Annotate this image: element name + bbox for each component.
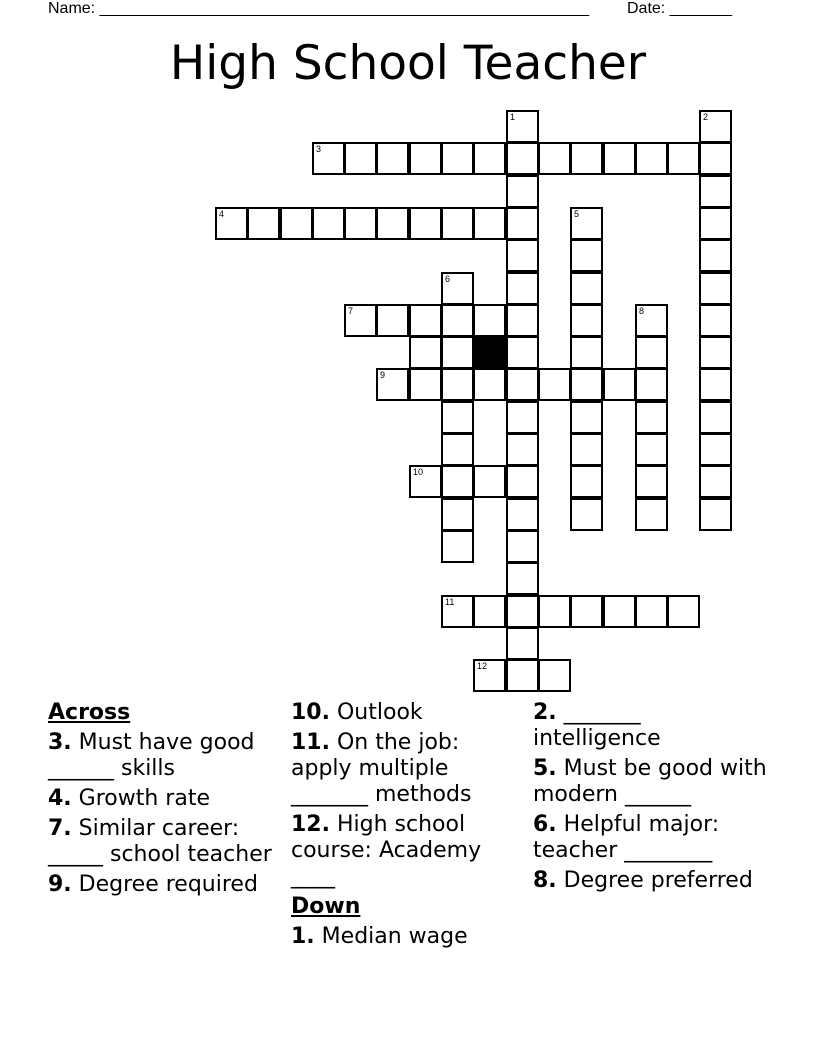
across-heading: Across xyxy=(48,700,131,725)
clue-number: 12. xyxy=(291,812,330,837)
crossword-cell[interactable] xyxy=(506,110,539,143)
crossword-cell[interactable] xyxy=(603,142,636,175)
crossword-cell[interactable] xyxy=(312,142,345,175)
crossword-cell[interactable] xyxy=(570,433,603,466)
crossword-cell[interactable] xyxy=(376,142,409,175)
crossword-cell[interactable] xyxy=(473,595,506,628)
clue-across-11 xyxy=(291,730,516,808)
down-heading: Down xyxy=(291,894,361,919)
crossword-cell[interactable] xyxy=(603,368,636,401)
crossword-cell[interactable] xyxy=(506,336,539,369)
crossword-cell[interactable] xyxy=(570,207,603,240)
clue-text: Similar career: _____ school teacher xyxy=(48,816,272,867)
crossword-cell[interactable] xyxy=(376,368,409,401)
crossword-cell[interactable] xyxy=(344,207,377,240)
cell-number: 1 xyxy=(510,112,516,122)
crossword-cell[interactable] xyxy=(506,401,539,434)
cell-number: 6 xyxy=(445,274,451,284)
crossword-cell[interactable] xyxy=(441,465,474,498)
crossword-cell[interactable] xyxy=(473,368,506,401)
clue-number: 7. xyxy=(48,816,72,841)
crossword-cell[interactable] xyxy=(699,336,732,369)
crossword-cell[interactable] xyxy=(247,207,280,240)
crossword-cell[interactable] xyxy=(635,336,668,369)
cell-number: 9 xyxy=(380,370,386,380)
crossword-cell[interactable] xyxy=(538,659,571,692)
crossword-cell[interactable] xyxy=(570,336,603,369)
clue-across-9 xyxy=(48,872,273,898)
crossword-cell[interactable] xyxy=(635,498,668,531)
crossword-cell[interactable] xyxy=(635,433,668,466)
crossword-cell[interactable] xyxy=(570,304,603,337)
clue-number: 9. xyxy=(48,872,72,897)
puzzle-title: High School Teacher xyxy=(169,36,647,91)
crossword-cell[interactable] xyxy=(506,627,539,660)
date-field[interactable]: Date: _______ xyxy=(627,0,732,17)
crossword-cell[interactable] xyxy=(667,595,700,628)
crossword-cell[interactable] xyxy=(538,142,571,175)
crossword-cell[interactable] xyxy=(376,304,409,337)
crossword-cell[interactable] xyxy=(699,110,732,143)
clue-text: Outlook xyxy=(336,700,423,725)
crossword-cell[interactable] xyxy=(635,401,668,434)
clue-text: Median wage xyxy=(321,924,468,949)
crossword-cell[interactable] xyxy=(441,368,474,401)
crossword-cell[interactable] xyxy=(699,142,732,175)
name-field[interactable]: Name: _______________________________________________________ xyxy=(48,0,589,17)
clue-text: On the job: apply multiple _______ methods xyxy=(291,730,472,807)
crossword-cell[interactable] xyxy=(506,272,539,305)
crossword-cell[interactable] xyxy=(441,498,474,531)
cell-number: 12 xyxy=(477,661,488,671)
crossword-cell[interactable] xyxy=(570,498,603,531)
crossword-cell[interactable] xyxy=(603,595,636,628)
cell-number: 5 xyxy=(574,209,580,219)
crossword-cell[interactable] xyxy=(473,304,506,337)
clue-text: Degree preferred xyxy=(563,868,753,893)
crossword-cell[interactable] xyxy=(409,207,442,240)
crossword-cell[interactable] xyxy=(635,465,668,498)
clue-text: Must be good with modern ______ xyxy=(533,756,767,807)
clue-number: 3. xyxy=(48,730,72,755)
crossword-cell[interactable] xyxy=(441,207,474,240)
crossword-cell[interactable] xyxy=(441,595,474,628)
cell-number: 11 xyxy=(445,597,455,607)
clue-number: 5. xyxy=(533,756,557,781)
crossword-cell[interactable] xyxy=(280,207,313,240)
crossword-cell[interactable] xyxy=(441,336,474,369)
clue-text: Must have good ______ skills xyxy=(48,730,255,781)
cell-number: 7 xyxy=(348,306,354,316)
cell-number: 10 xyxy=(413,467,424,477)
crossword-cell[interactable] xyxy=(570,272,603,305)
crossword-cell[interactable] xyxy=(473,142,506,175)
clue-text: High school course: Academy ____ xyxy=(291,812,482,889)
crossword-cell[interactable] xyxy=(699,304,732,337)
crossword-cell[interactable] xyxy=(506,465,539,498)
crossword-cell[interactable] xyxy=(635,304,668,337)
crossword-cell[interactable] xyxy=(570,595,603,628)
crossword-cell[interactable] xyxy=(376,207,409,240)
crossword-cell[interactable] xyxy=(570,465,603,498)
crossword-cell[interactable] xyxy=(312,207,345,240)
crossword-cell[interactable] xyxy=(441,433,474,466)
black-cell xyxy=(473,336,506,369)
crossword-cell[interactable] xyxy=(667,142,700,175)
clue-across-12 xyxy=(291,812,516,890)
clue-text: Degree required xyxy=(78,872,258,897)
crossword-cell[interactable] xyxy=(635,595,668,628)
clue-number: 10. xyxy=(291,700,330,725)
clue-number: 11. xyxy=(291,730,330,755)
crossword-cell[interactable] xyxy=(344,142,377,175)
cell-number: 8 xyxy=(639,306,645,316)
crossword-cell[interactable] xyxy=(506,175,539,208)
crossword-cell[interactable] xyxy=(473,207,506,240)
clue-text: Helpful major: teacher ________ xyxy=(533,812,720,863)
crossword-cell[interactable] xyxy=(570,142,603,175)
crossword-cell[interactable] xyxy=(570,239,603,272)
crossword-cell[interactable] xyxy=(473,465,506,498)
crossword-cell[interactable] xyxy=(409,465,442,498)
crossword-cell[interactable] xyxy=(699,272,732,305)
cell-number: 4 xyxy=(219,209,225,219)
clue-down-8 xyxy=(533,868,773,894)
crossword-cell[interactable] xyxy=(506,595,539,628)
crossword-cell[interactable] xyxy=(506,530,539,563)
crossword-cell[interactable] xyxy=(506,239,539,272)
crossword-cell[interactable] xyxy=(699,239,732,272)
clue-down-6 xyxy=(533,812,773,864)
crossword-cell[interactable] xyxy=(699,207,732,240)
clue-across-3 xyxy=(48,730,273,782)
crossword-cell[interactable] xyxy=(344,304,377,337)
crossword-cell[interactable] xyxy=(699,368,732,401)
crossword-cell[interactable] xyxy=(699,175,732,208)
crossword-cell[interactable] xyxy=(409,336,442,369)
crossword-cell[interactable] xyxy=(635,368,668,401)
clues-column-2 xyxy=(291,700,516,954)
crossword-cell[interactable] xyxy=(506,304,539,337)
crossword-cell[interactable] xyxy=(506,368,539,401)
crossword-cell[interactable] xyxy=(441,272,474,305)
crossword-cell[interactable] xyxy=(570,401,603,434)
clues-column-3 xyxy=(533,700,773,898)
crossword-cell[interactable] xyxy=(441,304,474,337)
crossword-cell[interactable] xyxy=(635,142,668,175)
clue-number: 6. xyxy=(533,812,557,837)
clues-column-1 xyxy=(48,700,273,902)
crossword-cell[interactable] xyxy=(699,401,732,434)
crossword-cell[interactable] xyxy=(538,595,571,628)
crossword-cell[interactable] xyxy=(215,207,248,240)
clue-number: 8. xyxy=(533,868,557,893)
crossword-cell[interactable] xyxy=(506,562,539,595)
clue-down-1 xyxy=(291,924,516,950)
crossword-cell[interactable] xyxy=(506,142,539,175)
crossword-cell[interactable] xyxy=(473,659,506,692)
cell-number: 2 xyxy=(703,112,709,122)
crossword-cell[interactable] xyxy=(409,142,442,175)
crossword-cell[interactable] xyxy=(506,659,539,692)
crossword-cell[interactable] xyxy=(441,401,474,434)
clue-number: 4. xyxy=(48,786,72,811)
crossword-cell[interactable] xyxy=(441,530,474,563)
cell-number: 3 xyxy=(316,144,322,154)
crossword-cell[interactable] xyxy=(409,304,442,337)
crossword-cell[interactable] xyxy=(506,207,539,240)
clue-across-10 xyxy=(291,700,516,726)
clue-number: 1. xyxy=(291,924,315,949)
crossword-cell[interactable] xyxy=(699,498,732,531)
crossword-cell[interactable] xyxy=(699,433,732,466)
clue-down-2 xyxy=(533,700,773,752)
clue-text: Growth rate xyxy=(78,786,210,811)
crossword-cell[interactable] xyxy=(506,498,539,531)
clue-number: 2. xyxy=(533,700,557,725)
clue-across-4 xyxy=(48,786,273,812)
crossword-cell[interactable] xyxy=(409,368,442,401)
clue-across-7 xyxy=(48,816,273,868)
crossword-cell[interactable] xyxy=(506,433,539,466)
crossword-cell[interactable] xyxy=(538,368,571,401)
crossword-cell[interactable] xyxy=(570,368,603,401)
crossword-cell[interactable] xyxy=(441,142,474,175)
clue-down-5 xyxy=(533,756,773,808)
clue-text: _______ intelligence xyxy=(533,700,661,751)
crossword-cell[interactable] xyxy=(699,465,732,498)
